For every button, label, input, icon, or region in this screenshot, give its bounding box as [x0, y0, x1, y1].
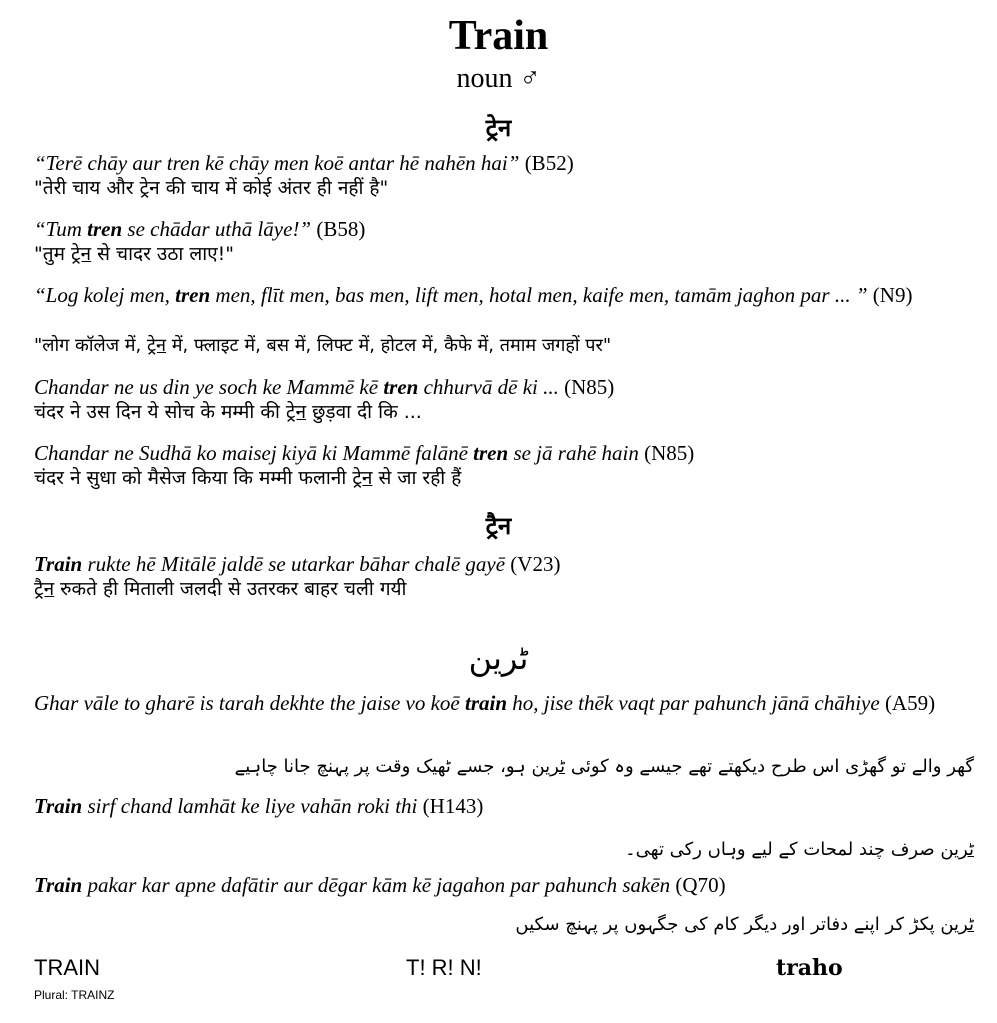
source-ref: (B58)	[316, 217, 366, 241]
keyword: Train	[34, 873, 83, 897]
section-heading-hindi-train: ट्रैन	[485, 512, 512, 540]
keyword-underlined: ट्रैन	[34, 578, 55, 600]
example-hindi: "तुम ट्रेन से चादर उठा लाए!"	[34, 243, 234, 265]
footer-gothic-word: traho	[776, 955, 843, 981]
example-romanized: Chandar ne us din ye soch ke Mammē kē tren chhurvā dē ki ... (N85)	[34, 375, 615, 399]
footer-plural: Plural: TRAINZ	[34, 988, 115, 1002]
part-of-speech: noun ♂	[456, 63, 541, 94]
entry-title: Train	[448, 13, 549, 59]
keyword: tren	[473, 441, 509, 465]
example-hindi: चंदर ने उस दिन ये सोच के मम्मी की ट्रेन छुड़वा दी कि ...	[34, 401, 422, 423]
example-romanized: “Tum tren se chādar uthā lāye!” (B58)	[34, 217, 366, 241]
example-romanized: Train sirf chand lamhāt ke liye vahān roki thi (H143)	[34, 794, 484, 818]
keyword: Train	[34, 552, 83, 576]
source-ref: (A59)	[884, 691, 936, 715]
source-ref: (Q70)	[675, 873, 726, 897]
example-romanized: Ghar vāle to gharē is tarah dekhte the jaise vo koē train ho, jise thēk vaqt par pahunch jānā chāhiye (A59)	[34, 691, 936, 715]
example-romanized: Chandar ne Sudhā ko maisej kiyā ki Mammē falānē tren se jā rahē hain (N85)	[34, 441, 695, 465]
keyword: tren	[383, 375, 419, 399]
example-urdu: ٹرین پکڑ کر اپنے دفاتر اور دیگر کام کی جگہوں پر پہنچ سکیں	[515, 914, 974, 935]
section-heading-hindi-tren: ट्रेन	[485, 114, 512, 142]
example-urdu: ٹرین صرف چند لمحات کے لیے وہاں رکی تھی۔	[625, 839, 974, 860]
example-hindi: चंदर ने सुधा को मैसेज किया कि मम्मी फलानी ट्रेन से जा रही हैं	[34, 467, 462, 489]
footer-stylized: T! R! N!	[406, 955, 482, 980]
keyword: Train	[34, 794, 83, 818]
example-hindi: "लोग कॉलेज में, ट्रेन में, फ्लाइट में, बस में, लिफ्ट में, होटल में, कैफे में, तमाम जगहों पर"	[34, 335, 612, 356]
example-romanized: Train rukte hē Mitālē jaldē se utarkar bāhar chalē gayē (V23)	[34, 552, 561, 576]
section-heading-urdu: ٹرین	[468, 639, 529, 677]
footer-word-caps: TRAIN	[34, 955, 100, 980]
keyword-underlined: ट्रेन	[352, 467, 373, 489]
keyword-underlined: ट्रेन	[70, 243, 92, 265]
keyword-underlined: ट्रेन	[146, 335, 167, 356]
keyword: tren	[87, 217, 123, 241]
keyword-underlined: ट्रेन	[285, 401, 307, 423]
keyword: train	[464, 691, 508, 715]
source-ref: (B52)	[524, 151, 574, 175]
source-ref: (V23)	[510, 552, 561, 576]
example-romanized: “Terē chāy aur tren kē chāy men koē antar hē nahēn hai” (B52)	[34, 151, 574, 175]
example-urdu: گھر والے تو گھڑی اس طرح دیکھتے تھے جیسے وہ کوئی ٹرین ہو، جسے ٹھیک وقت پر پہنچ جانا چاہیے	[234, 756, 974, 777]
example-hindi: "तेरी चाय और ट्रेन की चाय में कोई अंतर ही नहीं है"	[34, 177, 389, 199]
keyword-underlined: ٹرین	[940, 839, 974, 860]
example-romanized: Train pakar kar apne dafātir aur dēgar kām kē jagahon par pahunch sakēn (Q70)	[34, 873, 726, 897]
source-ref: (N9)	[872, 283, 913, 307]
example-hindi: ट्रैन रुकते ही मिताली जलदी से उतरकर बाहर चली गयी	[34, 578, 407, 600]
source-ref: (H143)	[422, 794, 484, 818]
example-romanized: “Log kolej men, tren men, flīt men, bas men, lift men, hotal men, kaife men, tamām jaghon par ... ” (N9)	[34, 283, 913, 307]
source-ref: (N85)	[564, 375, 615, 399]
keyword-underlined: ٹرین	[940, 914, 974, 935]
keyword-underlined: ٹرین	[531, 756, 566, 777]
source-ref: (N85)	[644, 441, 695, 465]
keyword: tren	[175, 283, 211, 307]
